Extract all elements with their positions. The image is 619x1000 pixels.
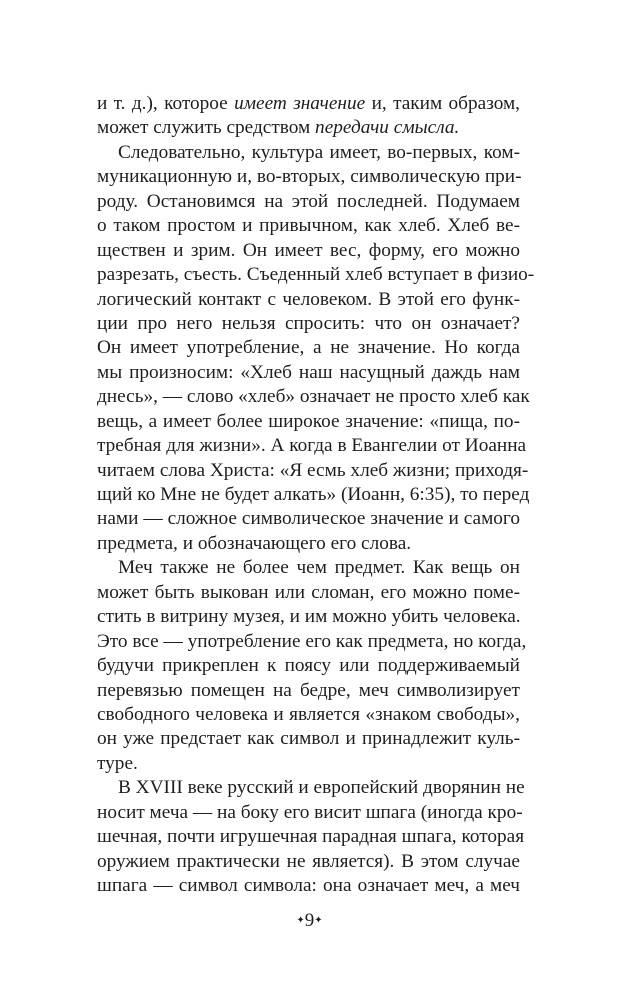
text-segment: стить в витрину музея, и им можно убить человека. [97, 606, 521, 628]
text-segment: роду. Остановимся на этой последней. Подумаем [97, 190, 520, 212]
text-line [97, 263, 535, 287]
text-segment: может служить средством [97, 117, 316, 139]
page-number: 9 [304, 910, 315, 931]
text-line [97, 654, 520, 678]
text-segment: Он имеет употребление, а не значение. Но когда [97, 337, 520, 359]
text-line [97, 336, 520, 360]
text-segment: щий ко Мне не будет алкать» (Иоанн, 6:35), то перед [97, 484, 530, 505]
text-line [97, 752, 520, 776]
text-line [97, 581, 520, 605]
italic-emphasis: передачи смысла. [315, 117, 460, 139]
text-line [97, 92, 520, 116]
text-segment: Меч также не более чем предмет. Как вещь он [118, 557, 520, 579]
text-segment: логический контакт с человеком. В этой его функ- [97, 288, 520, 310]
text-line [97, 679, 520, 703]
text-line [97, 825, 525, 849]
text-line [97, 727, 520, 751]
text-segment: муникационную и, во-вторых, символическую при- [97, 166, 522, 188]
text-line [97, 801, 523, 825]
text-segment: Это все — употребление его как предмета, но когда, [97, 630, 527, 652]
text-line [97, 776, 525, 800]
text-segment: Следовательно, культура имеет, во-первых, ком- [118, 141, 520, 163]
text-line [97, 507, 520, 531]
italic-emphasis: имеет значение [234, 93, 366, 114]
text-line [97, 385, 530, 409]
text-line [97, 703, 520, 727]
text-segment: может быть выкован или сломан, его можно поме- [97, 581, 520, 603]
text-line [97, 165, 520, 189]
text-segment: он уже предстает как символ и принадлежит куль- [97, 728, 520, 750]
text-segment: шпага — символ символа: она означает меч, а меч [97, 875, 520, 896]
text-line [97, 556, 520, 580]
text-segment: оружием практически не является). В этом случае [97, 850, 520, 872]
text-line [97, 288, 520, 312]
text-segment: свободного человека и является «знаком свободы», [97, 703, 520, 725]
text-segment: и т. д.), которое [97, 93, 235, 114]
text-line [97, 434, 527, 458]
text-segment: шечная, почти игрушечная парадная шпага, которая [97, 826, 525, 848]
text-line [97, 605, 520, 629]
text-line [97, 410, 520, 434]
text-segment: туре. [97, 752, 138, 774]
ornament-right-icon: ✦ [314, 915, 323, 926]
text-segment: ции про него нельзя спросить: что он означает? [97, 312, 520, 334]
page-body-text [97, 92, 535, 898]
text-segment: ществен и зрим. Он имеет вес, форму, его можно [97, 239, 520, 261]
text-segment: предмета, и обозначающего его слова. [97, 532, 412, 554]
text-line [97, 239, 520, 263]
text-line [97, 312, 520, 336]
text-segment: В XVIII веке русский и европейский дворянин не [118, 777, 525, 799]
text-line [97, 361, 520, 385]
text-segment: перевязью помещен на бедре, меч символизирует [97, 679, 520, 701]
text-line [97, 116, 520, 140]
text-segment: требная для жизни». А когда в Евангелии от Иоанна [97, 435, 527, 457]
ornament-left-icon: ✦ [296, 915, 305, 926]
text-line [97, 532, 520, 556]
text-segment: будучи прикреплен к поясу или поддерживаемый [97, 655, 520, 677]
text-segment: днесь», — слово «хлеб» означает не просто хлеб как [97, 386, 530, 408]
page-footer [0, 910, 619, 932]
text-segment: читаем слова Христа: «Я есмь хлеб жизни; приходя- [97, 459, 529, 481]
text-segment: носит меча — на боку его висит шпага (иногда кро- [97, 801, 523, 823]
text-line [97, 141, 520, 165]
text-segment: и, таким образом, [365, 93, 520, 114]
text-segment: мы произносим: «Хлеб наш насущный даждь нам [97, 361, 520, 383]
text-segment: о таком простом и привычном, как хлеб. Хлеб ве- [97, 215, 520, 237]
text-line [97, 630, 527, 654]
text-segment: разрезать, съесть. Съеденный хлеб вступает в физио- [97, 264, 535, 286]
text-line [97, 190, 520, 214]
text-segment: вещь, а имеет более широкое значение: «пища, по- [97, 410, 520, 432]
text-segment: нами — сложное символическое значение и самого [97, 508, 520, 530]
text-line [97, 874, 520, 898]
text-line [97, 850, 520, 874]
text-line [97, 214, 520, 238]
text-line [97, 459, 529, 483]
text-line [97, 483, 530, 507]
